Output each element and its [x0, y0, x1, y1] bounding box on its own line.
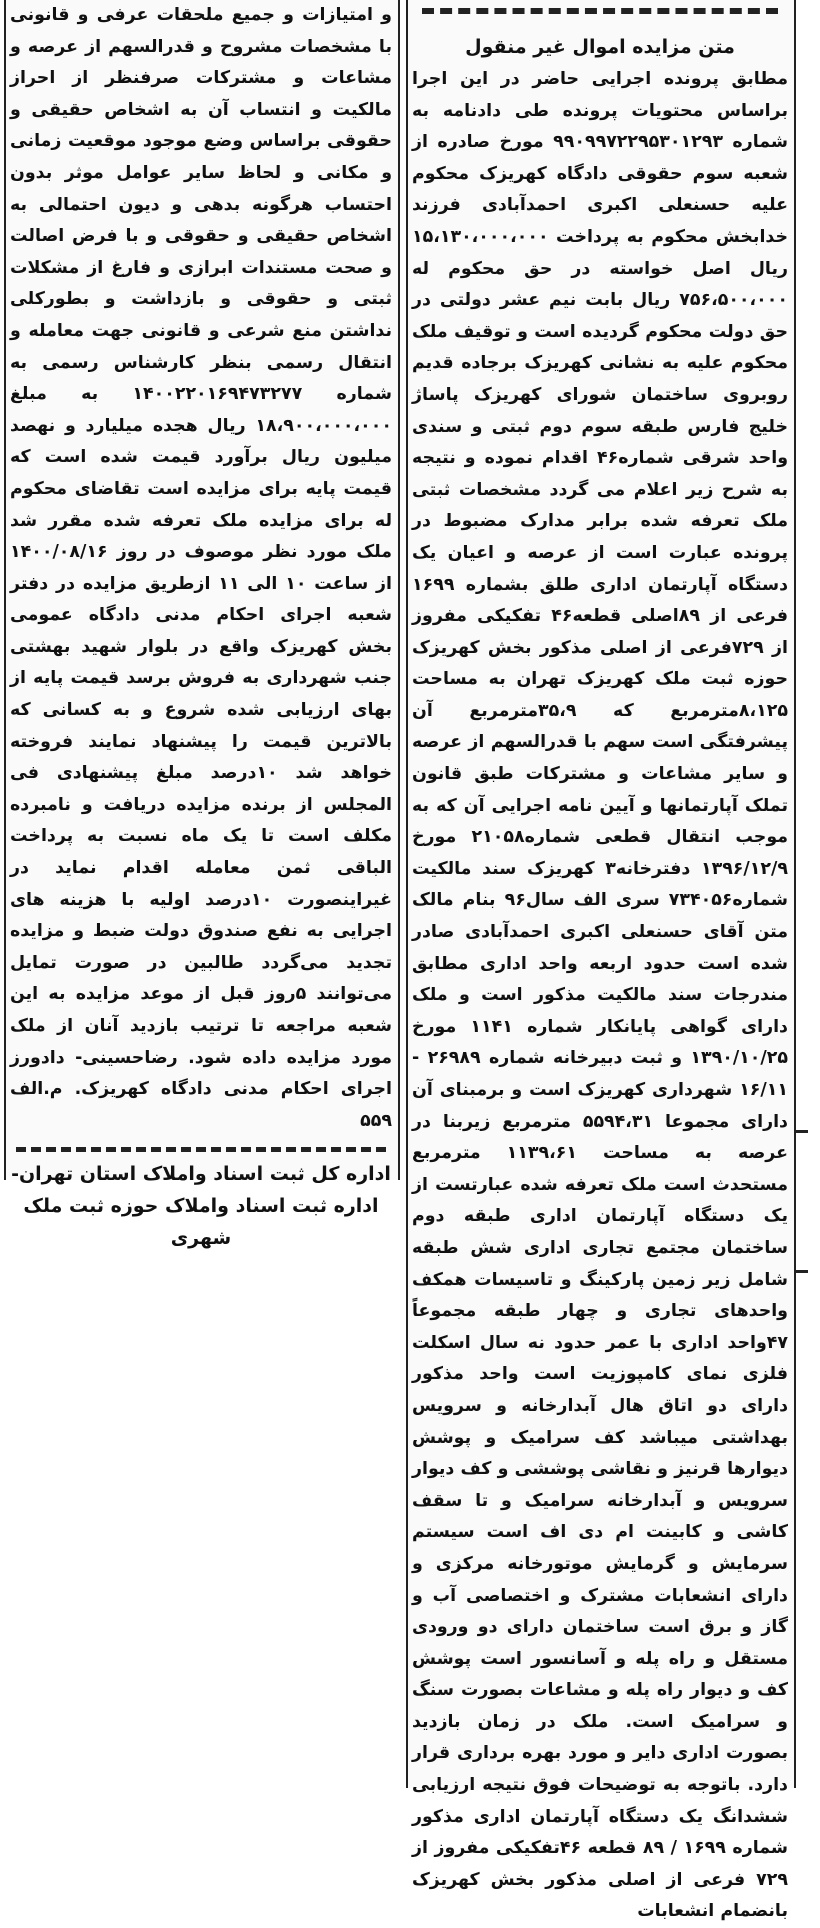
notice-title: متن مزایده اموال غیر منقول — [465, 36, 735, 58]
notice-body-part-1: مطابق پرونده اجرایی حاضر در این اجرا براساس محتویات پرونده طی دادنامه به شماره ۹۹۰۹۹۷۲۲۹۵۳۰۱۲۹۳ مورخ صادره از شعبه سوم حقوقی دادگاه کهریزک محکوم علیه حسنعلی اکبری احمدآبادی فرزند خدابخش محکوم به پرداخت ۱۵،۱۳۰،۰۰۰،۰۰۰ ریال اصل خواسته در حق محکوم له ۷۵۶،۵۰۰،۰۰۰ ریال بابت نیم عشر دولتی در حق دولت محکوم گردیده است و توقیف ملک محکوم علیه به نشانی کهریزک برجاده قدیم روبروی ساختمان شورای کهریزک پاساژ خلیج فارس طبقه سوم دوم ثبتی و سندی واحد شرقی شماره۴۶ اقدام نموده و نتیجه به شرح زیر اعلام می گردد مشخصات ثبتی ملک تعرفه شده برابر مدارک مضبوط در پرونده عبارت است از عرصه و اعیان یک دستگاه آپارتمان اداری طلق بشماره ۱۶۹۹ فرعی از ۸۹اصلی قطعه۴۶ تفکیکی مفروز از ۷۲۹فرعی از اصلی مذکور بخش کهریزک حوزه ثبت ملک کهریزک تهران به مساحت ۸،۱۲۵مترمربع که ۳۵،۹مترمربع آن پیشرفتگی است سهم با قدرالسهم از عرصه و سایر مشاعات و مشترکات طبق قانون تملک آپارتمانها و آیین نامه اجرایی آن که به موجب انتقال قطعی شماره۲۱۰۵۸ مورخ ۱۳۹۶/۱۲/۹ دفترخانه۳ کهریزک سند مالکیت شماره۷۳۴۰۵۶ سری الف سال۹۶ بنام مالک متن آقای حسنعلی اکبری احمدآبادی صادر شده است حدود اربعه واحد اداری مطابق مندرجات سند مالکیت مذکور است و ملک دارای گواهی پایانکار شماره ۱۱۴۱ مورخ ۱۳۹۰/۱۰/۲۵ و ثبت دبیرخانه شماره ۲۶۹۸۹ - ۱۶/۱۱ شهرداری کهریزک است و برمبنای آن دارای مجموعا ۵۵۹۴،۳۱ مترمربع زیربنا در عرصه به مساحت ۱۱۳۹،۶۱ مترمربع مستحدث است ملک تعرفه شده عبارتست از یک دستگاه آپارتمان اداری طبقه دوم ساختمان مجتمع تجاری اداری شش طبقه شامل زیر زمین پارکینگ و تاسیسات همکف واحدهای تجاری و چهار طبقه مجموعاً ۴۷واحد اداری با عمر حدود نه سال اسکلت فلزی نمای کامپوزیت است واحد مذکور دارای دو اتاق هال آبدارخانه و سرویس بهداشتی میباشد کف سرامیک و پوشش دیوارها قرنیز و نقاشی پوششی و کف دیوار سرویس و آبدارخانه سرامیک و تا سقف کاشی و کابینت ام دی اف است سیستم سرمایش و گرمایش موتورخانه مرکزی و دارای انشعابات مشترک و اختصاصی آب و گاز و برق است ساختمان دارای دو ورودی مستقل و راه پله و آسانسور است پوشش کف و دیوار راه پله و مشاعات بصورت سنگ و سرامیک است. ملک در زمان بازدید بصورت اداری دایر و مورد بهره برداری قرار دارد. باتوجه به توضیحات فوق نتیجه ارزیابی ششدانگ یک دستگاه آپارتمان اداری مذکور شماره ۱۶۹۹ / ۸۹ قطعه ۴۶تفکیکی مفروز از ۷۲۹ فرعی از اصلی مذکور بخش کهریزک بانضمام انشعابات — [412, 69, 789, 1922]
next-notice-heading: اداره کل ثبت اسناد واملاک استان تهران- اداره ثبت اسناد واملاک حوزه ثبت ملک شهری — [11, 1163, 391, 1250]
margin-tick-mark — [796, 1270, 808, 1273]
notice-body-part-2: و امتیازات و جمیع ملحقات عرفی و قانونی با مشخصات مشروح و قدرالسهم از عرصه و مشاعات و مشترکات صرفنظر از احراز مالکیت و انتساب آن به اشخاص حقیقی و حقوقی براساس وضع موجود موقعیت زمانی و مکانی و لحاظ سایر عوامل موثر بدون احتساب هرگونه بدهی و دیون احتمالی به اشخاص حقیقی و حقوقی و با فرض اصالت و صحت مستندات ابرازی و فارغ از مشکلات ثبتی و حقوقی و بازداشت و بطورکلی نداشتن منع شرعی و قانونی جهت معامله و انتقال رسمی بنظر کارشناس رسمی به شماره ۱۴۰۰۲۲۰۱۶۹۴۷۳۲۷۷ به مبلغ ۱۸،۹۰۰،۰۰۰،۰۰۰ ریال هجده میلیارد و نهصد میلیون ریال برآورد قیمت شده است که قیمت پایه برای مزایده است تقاضای محکوم له برای مزایده ملک تعرفه شده مقرر شد ملک مورد نظر موصوف در روز ۱۴۰۰/۰۸/۱۶ از ساعت ۱۰ الی ۱۱ ازطریق مزایده در دفتر شعبه اجرای احکام مدنی دادگاه عمومی بخش کهریزک واقع در بلوار شهید بهشتی جنب شهرداری به فروش برسد قیمت پایه از بهای ارزیابی شده شروع و به کسانی که بالاترین قیمت را پیشنهاد نمایند فروخته خواهد شد ۱۰درصد مبلغ پیشنهادی فی المجلس از برنده مزایده دریافت و نامبرده مکلف است تا یک ماه نسبت به پرداخت الباقی ثمن معامله اقدام نماید در غیراینصورت ۱۰درصد اولیه با هزینه های اجرایی به نفع صندوق دولت ضبط و مزایده تجدید می‌گردد طالبین در صورت تمایل می‌توانند ۵روز قبل از موعد مزایده به این شعبه مراجعه تا ترتیب بازدید آنان از ملک مورد مزایده داده شود. رضاحسینی- دادورز اجرای احکام مدنی دادگاه کهریزک. م.الف ۵۵۹ — [10, 5, 393, 1131]
notice-dashed-separator — [16, 1147, 386, 1152]
margin-tick-mark — [796, 1130, 808, 1133]
auction-notice-left-column — [4, 0, 400, 1250]
auction-notice-right-column — [406, 0, 796, 1922]
top-dashed-separator — [422, 8, 778, 28]
